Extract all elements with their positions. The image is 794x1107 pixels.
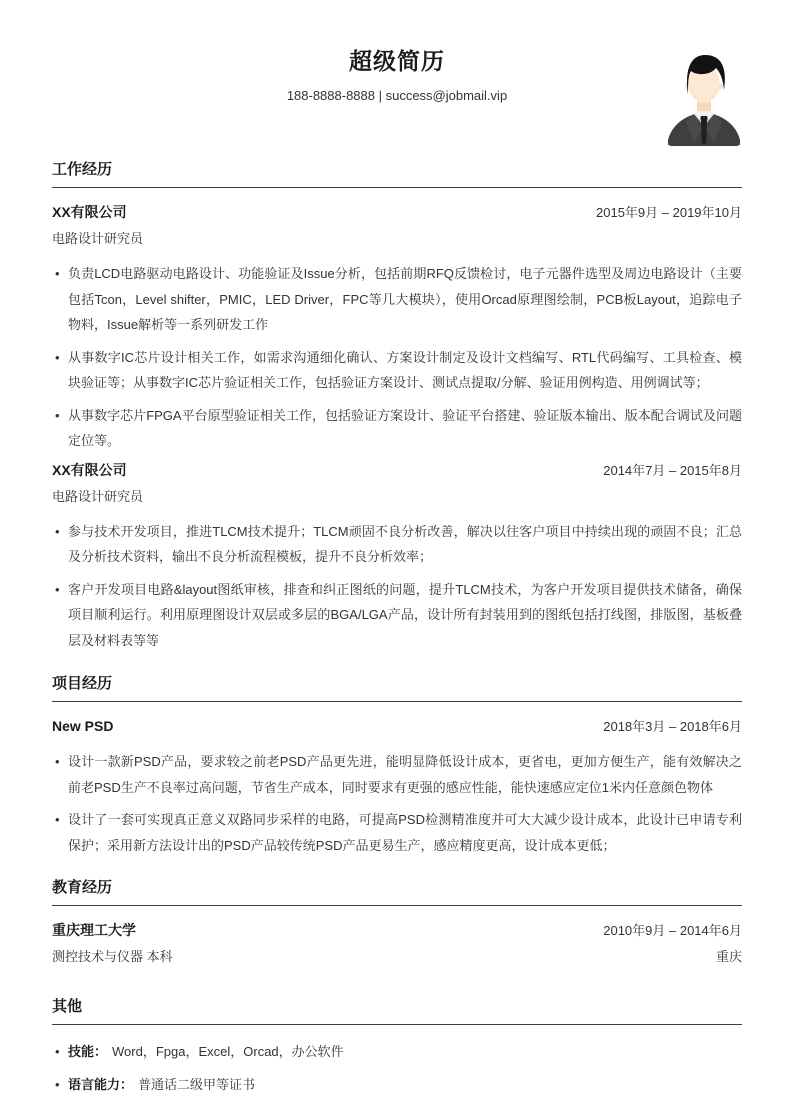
job-bullet: • 从事数字IC芯片设计相关工作，如需求沟通细化确认、方案设计制定及设计文档编写、RTL代码编写、工具检查、模块验证等；从事数字IC芯片验证相关工作，包括验证方案设计、测试点提取/分解、验证用例构造、用例调试等； [68, 345, 742, 396]
education-entry [52, 922, 742, 965]
job-role: 电路设计研究员 [52, 488, 144, 504]
section-heading-other: 其他 [52, 998, 742, 1025]
section-work [52, 161, 742, 653]
language-value: 普通话二级甲等证书 [138, 1076, 256, 1092]
project-period: 2018年3月 – 2018年6月 [603, 719, 742, 734]
contact-line: 188-8888-8888 | success@jobmail.vip [286, 88, 508, 103]
job-role: 电路设计研究员 [52, 231, 144, 246]
job-bullet: • 参与技术开发项目，推进TLCM技术提升；TLCM顽固不良分析改善，解决以往客户项目中持续出现的顽固不良；汇总及分析技术资料，输出不良分析流程模板，提升不良分析效率； [68, 519, 742, 570]
section-other [52, 998, 742, 1097]
page-title: 超级简历 [349, 48, 445, 74]
company-name: XX有限公司 [52, 204, 127, 220]
resume-header [52, 48, 742, 103]
employment-period: 2014年7月 – 2015年8月 [603, 462, 742, 478]
section-heading-work: 工作经历 [52, 161, 742, 188]
section-heading-projects: 项目经历 [52, 675, 742, 702]
skills-value: Word，Fpga，Excel，Orcad，办公软件 [112, 1044, 344, 1059]
entry-header [52, 718, 742, 735]
project-bullet-list [52, 749, 742, 858]
skills-item [68, 1039, 742, 1065]
work-entry [52, 204, 742, 454]
section-education [52, 879, 742, 965]
job-bullet: • 负责LCD电路驱动电路设计、功能验证及Issue分析，包括前期RFQ反馈检讨，电子元器件选型及周边电路设计（主要包括Tcon，Level shifter，PMIC，LED Driver，FPC等几大模块），使用Orcad原理图绘制，PCB板Layout，追踪电子物料，Issue解析等一系列研发工作 [68, 261, 742, 338]
entry-header [52, 922, 742, 939]
employment-period: 2015年9月 – 2019年10月 [596, 205, 742, 220]
project-name: New PSD [52, 718, 114, 734]
project-bullet: • 设计一款新PSD产品，要求较之前老PSD产品更先进，能明显降低设计成本，更省电，更加方便生产，能有效解决之前老PSD生产不良率过高问题，节省生产成本，同时要求有更强的感应性能，能快速感应定位1米内任意颜色物体 [68, 749, 742, 800]
work-entry [52, 462, 742, 654]
major-degree: 测控技术与仪器 本科 [52, 949, 173, 964]
language-item [68, 1072, 742, 1098]
other-list [52, 1039, 742, 1097]
school-location: 重庆 [715, 949, 742, 964]
school-name: 重庆理工大学 [52, 922, 136, 938]
education-detail-row [52, 949, 742, 965]
section-heading-education: 教育经历 [52, 879, 742, 906]
job-bullet: • 从事数字芯片FPGA平台原型验证相关工作，包括验证方案设计、验证平台搭建、验证版本输出、版本配合调试及问题定位等。 [68, 403, 742, 454]
language-label: 语言能力： [68, 1076, 134, 1092]
project-bullet: • 设计了一套可实现真正意义双路同步采样的电路，可提高PSD检测精准度并可大大减少设计成本，此设计已申请专利保护；采用新方法设计出的PSD产品较传统PSD产品更易生产，感应精度更高，设计成本更低； [68, 807, 742, 858]
male-avatar-icon [666, 48, 742, 146]
skills-label: 技能： [68, 1044, 108, 1059]
project-entry [52, 718, 742, 858]
section-projects [52, 675, 742, 858]
avatar [666, 48, 742, 146]
entry-header [52, 204, 742, 221]
education-period: 2010年9月 – 2014年6月 [603, 923, 742, 938]
company-name: XX有限公司 [52, 461, 127, 478]
job-bullet: • 客户开发项目电路&layout图纸审核，排查和纠正图纸的问题，提升TLCM技术，为客户开发项目提供技术储备，确保项目顺利运行。利用原理图设计双层或多层的BGA/LGA产品，设计所有封装用到的图纸包括打线图，排版图，基板叠层及材料表等等 [68, 577, 742, 654]
job-bullet-list [52, 519, 742, 654]
entry-header [52, 462, 742, 479]
job-bullet-list [52, 261, 742, 454]
